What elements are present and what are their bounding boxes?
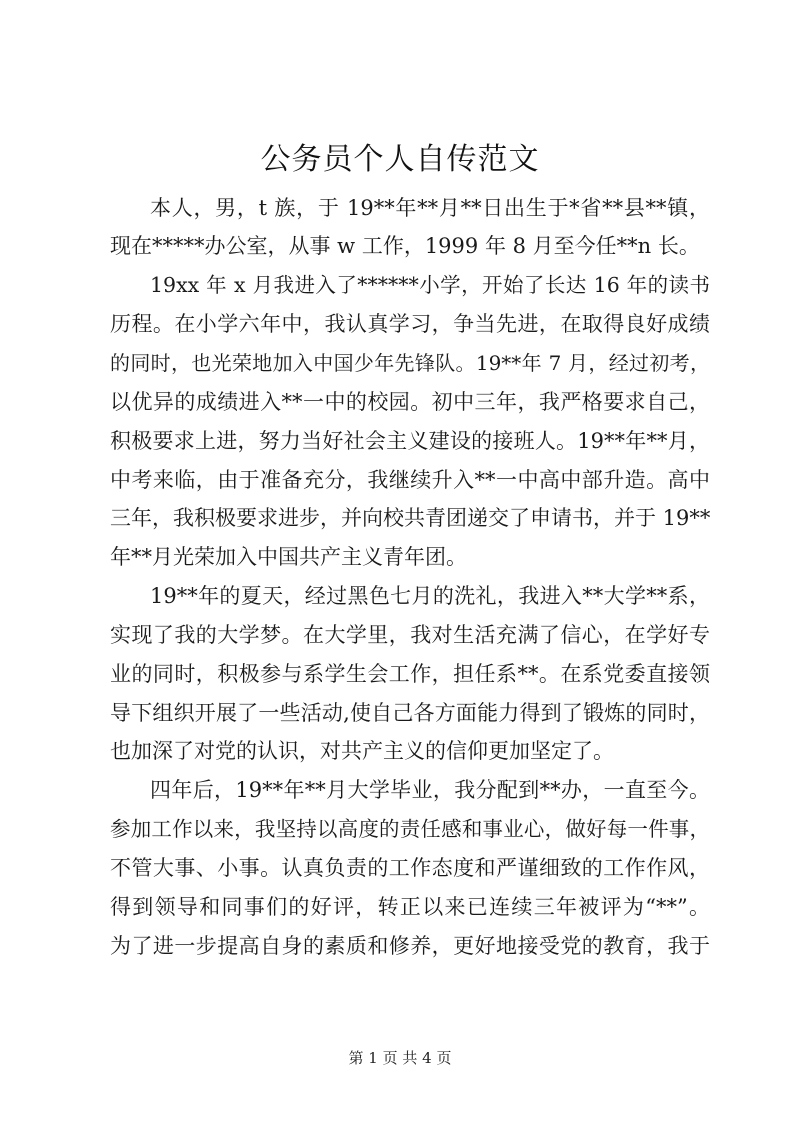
text-line: 19**年的夏天，经过黑色七月的洗礼，我进入**大学**系， <box>150 584 710 608</box>
text-line: 为了进一步提高自身的素质和修养，更好地接受党的教育，我于 <box>110 934 710 958</box>
text-line: 也加深了对党的认识，对共产主义的信仰更加坚定了。 <box>110 739 614 763</box>
text-line: 中考来临，由于准备充分，我继续升入**一中高中部升造。高中 <box>110 468 710 492</box>
text-line: 积极要求上进，努力当好社会主义建设的接班人。19**年**月， <box>110 429 710 453</box>
text-line: 19xx 年 x 月我进入了******小学，开始了长达 16 年的读书 <box>150 273 710 297</box>
text-line: 历程。在小学六年中，我认真学习，争当先进，在取得良好成绩 <box>110 312 710 336</box>
text-line: 得到领导和同事们的好评，转正以来已连续三年被评为“**”。 <box>110 895 710 919</box>
text-line: 的同时，也光荣地加入中国少年先锋队。19**年 7 月，经过初考， <box>110 351 710 375</box>
text-line: 导下组织开展了一些活动,使自己各方面能力得到了锻炼的同时， <box>110 701 710 725</box>
text-line: 现在*****办公室，从事 w 工作，1999 年 8 月至今任**n 长。 <box>110 234 700 258</box>
text-line: 四年后，19**年**月大学毕业，我分配到**办，一直至今。 <box>150 778 710 802</box>
text-line: 三年，我积极要求进步，并向校共青团递交了申请书，并于 19** <box>110 506 711 530</box>
text-line: 不管大事、小事。认真负责的工作态度和严谨细致的工作作风， <box>110 856 710 880</box>
document-title: 公务员个人自传范文 <box>260 142 540 177</box>
text-line: 以优异的成绩进入**一中的校园。初中三年，我严格要求自己， <box>110 390 710 414</box>
text-line: 本人，男，t 族，于 19**年**月**日出生于*省**县**镇， <box>150 196 710 220</box>
text-line: 年**月光荣加入中国共产主义青年团。 <box>110 545 467 569</box>
text-line: 参加工作以来，我坚持以高度的责任感和事业心，做好每一件事， <box>110 817 710 841</box>
text-line: 实现了我的大学梦。在大学里，我对生活充满了信心，在学好专 <box>110 623 710 647</box>
text-line: 业的同时，积极参与系学生会工作，担任系**。在系党委直接领 <box>110 662 710 686</box>
page-number-footer: 第 1 页 共 4 页 <box>348 1049 452 1067</box>
